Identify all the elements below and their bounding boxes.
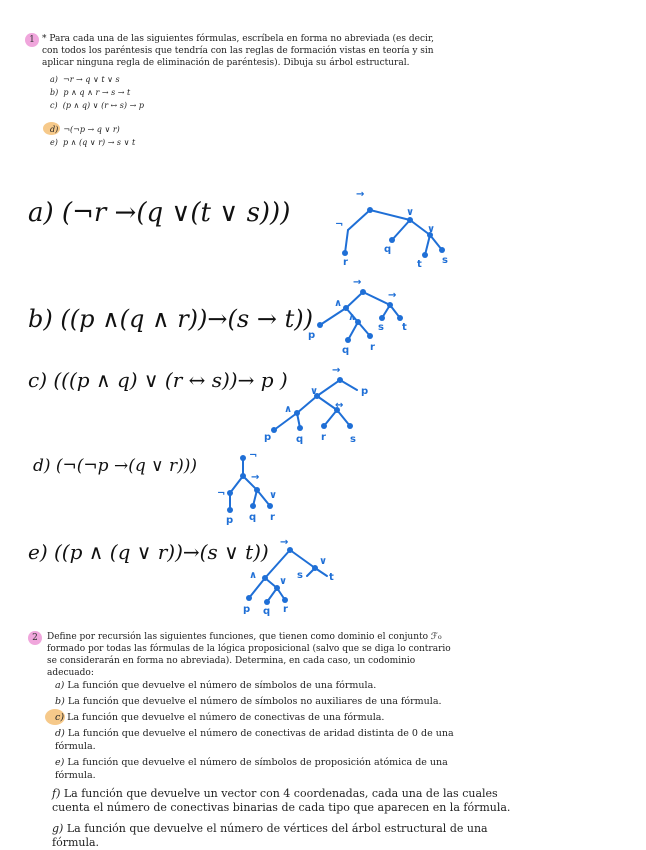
svg-text:∧: ∧: [284, 404, 293, 415]
svg-text:r: r: [321, 432, 326, 443]
svg-text:t: t: [402, 322, 407, 333]
svg-text:→: →: [388, 290, 397, 301]
q2-item-f: f) La función que devuelve un vector con 4 coordenadas, cada una de las cuales cuenta el número de conectivas binarias de cada tipo que aparecen en la fórmula.: [52, 787, 511, 814]
svg-text:p: p: [226, 515, 234, 526]
svg-text:r: r: [370, 342, 375, 353]
q1-item-a: a) ¬r → q ∨ t ∨ s: [50, 75, 120, 84]
svg-text:¬: ¬: [217, 488, 226, 499]
answer-e: e) ((p ∧ (q ∨ r))→(s ∨ t)): [28, 540, 269, 564]
svg-text:→: →: [251, 472, 260, 483]
svg-text:r: r: [283, 604, 288, 615]
svg-text:∧: ∧: [249, 570, 258, 581]
svg-text:t: t: [329, 572, 334, 583]
svg-text:r: r: [270, 512, 275, 523]
svg-text:∨: ∨: [269, 490, 278, 501]
svg-text:q: q: [342, 345, 350, 356]
svg-text:¬: ¬: [335, 219, 344, 230]
answer-c: c) (((p ∧ q) ∨ (r ↔ s))→ p ): [28, 368, 288, 392]
svg-text:r: r: [343, 257, 348, 268]
svg-text:∨: ∨: [427, 224, 436, 235]
svg-text:∨: ∨: [310, 386, 319, 397]
svg-text:→: →: [353, 277, 362, 288]
svg-text:s: s: [350, 434, 356, 445]
answer-b: b) ((p ∧(q ∧ r))→(s → t)): [28, 305, 313, 333]
q1-item-b: b) p ∧ q ∧ r → s → t: [50, 88, 131, 97]
svg-text:t: t: [417, 259, 422, 270]
question-1-intro: * Para cada una de las siguientes fórmulas, escríbela en forma no abreviada (es decir, con todos los paréntesis que tendría con las reglas de formación vistas en teoría y sin aplicar ninguna regla de eliminación de paréntesis). Dibuja su árbol estructural.: [42, 34, 435, 68]
q2-item-b: b) La función que devuelve el número de símbolos no auxiliares de una fórmula.: [55, 696, 442, 707]
svg-text:∧: ∧: [334, 298, 343, 309]
tree-c: [262, 365, 382, 448]
q2-item-a: a) La función que devuelve el número de símbolos de una fórmula.: [55, 680, 377, 691]
svg-text:s: s: [442, 255, 448, 266]
tree-a-root: →: [356, 189, 365, 200]
tree-e: [235, 537, 345, 617]
q1-item-c: c) (p ∧ q) ∨ (r ↔ s) → p: [50, 101, 144, 110]
svg-text:p: p: [361, 386, 369, 397]
svg-text:s: s: [297, 570, 303, 581]
q2-item-e: e) La función que devuelve el número de símbolos de proposición atómica de una fórmula.: [55, 757, 448, 781]
svg-text:q: q: [249, 512, 257, 523]
question-2-badge: 2: [28, 631, 42, 645]
svg-text:s: s: [378, 322, 384, 333]
question-1-badge: 1: [25, 33, 39, 47]
tree-b: [308, 277, 428, 356]
question-2-intro: Define por recursión las siguientes funciones, que tienen como dominio el conjunto ℱ₀ formado por todas las fórmulas de la lógica proposicional (salvo que se diga lo contrario se considerarán en forma no abreviada). Determina, en cada caso, un codominio adecuado:: [47, 632, 451, 678]
svg-text:∧: ∧: [348, 312, 357, 323]
q1-item-d: d) ¬(¬p → q ∨ r): [50, 125, 120, 134]
answer-a: a) (¬r →(q ∨(t ∨ s))): [28, 198, 291, 228]
tree-a: [330, 185, 450, 270]
svg-text:q: q: [296, 434, 304, 445]
q1-item-e: e) p ∧ (q ∨ r) → s ∨ t: [50, 138, 136, 147]
svg-text:∨: ∨: [279, 576, 288, 587]
svg-text:q: q: [384, 244, 392, 255]
answer-d: d) (¬(¬p →(q ∨ r))): [33, 456, 197, 476]
q2-item-g: g) La función que devuelve el número de vértices del árbol estructural de una fórmula.: [52, 822, 488, 849]
svg-text:¬: ¬: [249, 450, 258, 461]
svg-text:p: p: [308, 330, 316, 341]
q2-item-c: c) La función que devuelve el número de conectivas de una fórmula.: [55, 712, 385, 723]
svg-text:∨: ∨: [406, 207, 415, 218]
svg-text:p: p: [243, 604, 251, 615]
svg-text:→: →: [280, 537, 289, 548]
svg-text:p: p: [264, 432, 272, 443]
svg-text:→: →: [332, 365, 341, 376]
svg-text:↔: ↔: [335, 400, 344, 411]
svg-text:∨: ∨: [319, 556, 328, 567]
q2-item-d: d) La función que devuelve el número de conectivas de aridad distinta de 0 de una fórmula.: [55, 728, 454, 752]
tree-d: [215, 448, 295, 528]
svg-text:q: q: [263, 606, 271, 617]
